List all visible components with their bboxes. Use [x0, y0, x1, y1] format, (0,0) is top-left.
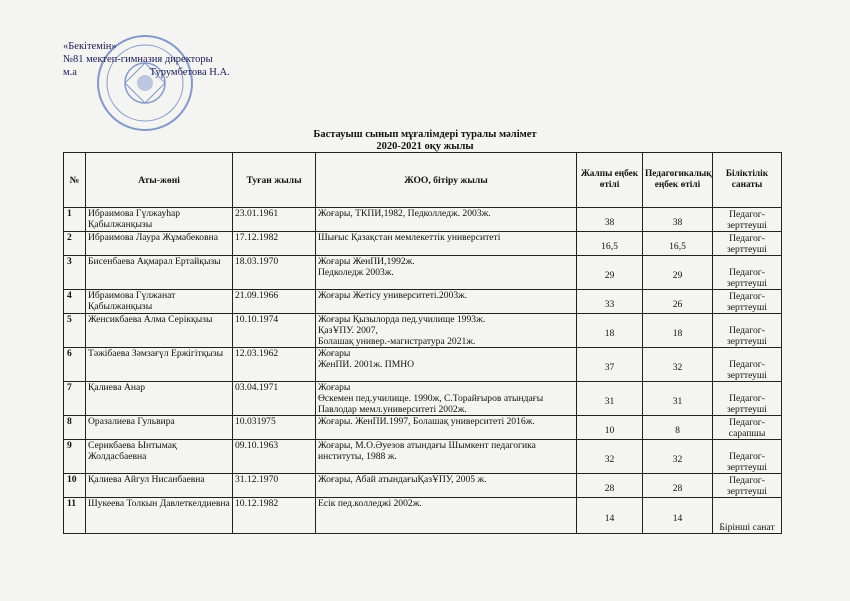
cell-num: 3	[64, 256, 86, 290]
cell-ped-experience: 8	[643, 416, 713, 440]
cell-birth: 10.031975	[233, 416, 316, 440]
cell-education	[316, 416, 577, 440]
cell-birth: 10.12.1982	[233, 498, 316, 534]
cell-total-experience: 29	[577, 256, 643, 290]
cell-category: Педагог-зерттеуші	[713, 440, 782, 474]
cell-birth: 03.04.1971	[233, 382, 316, 416]
table-row	[64, 208, 782, 232]
cell-category: Педагог-зерттеуші	[713, 208, 782, 232]
cell-education	[316, 474, 577, 498]
cell-birth: 12.03.1962	[233, 348, 316, 382]
cell-category: Педагог-зерттеуші	[713, 348, 782, 382]
education-line: ҚазҰПУ. 2007,	[318, 325, 378, 336]
cell-total-experience: 10	[577, 416, 643, 440]
table-row	[64, 232, 782, 256]
header-total-experience: Жалпы еңбек өтілі	[577, 153, 643, 208]
approval-position: №81 мектеп-гимназия директоры	[63, 54, 213, 65]
cell-num: 6	[64, 348, 86, 382]
header-ped-experience: Педагогикалық еңбек өтілі	[643, 153, 713, 208]
table-row	[64, 256, 782, 290]
cell-ped-experience: 38	[643, 208, 713, 232]
table-row	[64, 314, 782, 348]
cell-total-experience: 18	[577, 314, 643, 348]
cell-birth: 10.10.1974	[233, 314, 316, 348]
cell-total-experience: 16,5	[577, 232, 643, 256]
cell-birth: 09.10.1963	[233, 440, 316, 474]
cell-total-experience: 31	[577, 382, 643, 416]
cell-birth: 23.01.1961	[233, 208, 316, 232]
cell-ped-experience: 32	[643, 348, 713, 382]
cell-birth: 21.09.1966	[233, 290, 316, 314]
cell-num: 9	[64, 440, 86, 474]
title-line-1: Бастауыш сынып мұғалімдері туралы мәлімет	[313, 129, 537, 140]
cell-category: Бірінші санат	[713, 498, 782, 534]
education-line: Жоғары Жетісу университеті.2003ж.	[318, 290, 468, 301]
cell-total-experience: 28	[577, 474, 643, 498]
cell-num: 10	[64, 474, 86, 498]
education-line: Жоғары	[318, 382, 351, 393]
cell-num: 4	[64, 290, 86, 314]
cell-category: Педагог-зерттеуші	[713, 474, 782, 498]
cell-ped-experience: 26	[643, 290, 713, 314]
approval-prefix: м.а	[63, 67, 77, 78]
cell-ped-experience: 18	[643, 314, 713, 348]
table-row	[64, 440, 782, 474]
cell-name: Тәжібаева Зәмзағүл Ержігітқызы	[86, 348, 233, 382]
header-num: №	[64, 153, 86, 208]
cell-birth: 31.12.1970	[233, 474, 316, 498]
cell-num: 2	[64, 232, 86, 256]
education-line: Өскемен пед.училище. 1990ж, С.Торайғыров атындағы Павлодар мемл.университеті 2002ж.	[318, 393, 544, 415]
cell-category: Педагог-зерттеуші	[713, 256, 782, 290]
cell-total-experience: 33	[577, 290, 643, 314]
approval-block	[63, 40, 230, 79]
cell-birth: 18.03.1970	[233, 256, 316, 290]
cell-name: Шукеева Толкын Давлеткелдиевна	[86, 498, 233, 534]
education-line: Жоғары. ЖенПИ.1997, Болашақ университеті 2016ж.	[318, 416, 535, 427]
cell-name: Ибраимова Гүлжанат Қабылжанқызы	[86, 290, 233, 314]
teachers-table	[63, 152, 782, 534]
education-line: Есік пед.колледжі 2002ж.	[318, 498, 422, 509]
approval-director-name: Турумбетова Н.А.	[149, 67, 230, 78]
cell-name: Ибраимова Лаура Жұмабековна	[86, 232, 233, 256]
header-birth: Туған жылы	[233, 153, 316, 208]
cell-ped-experience: 29	[643, 256, 713, 290]
cell-education	[316, 256, 577, 290]
header-education: ЖОО, бітіру жылы	[316, 153, 577, 208]
table-header-row	[64, 153, 782, 208]
cell-education	[316, 440, 577, 474]
cell-name: Женсикбаева Алма Серікқызы	[86, 314, 233, 348]
cell-num: 5	[64, 314, 86, 348]
cell-total-experience: 37	[577, 348, 643, 382]
page-title	[0, 129, 850, 153]
cell-ped-experience: 28	[643, 474, 713, 498]
cell-ped-experience: 32	[643, 440, 713, 474]
education-line: Жоғары, Абай атындағыҚазҰПУ, 2005 ж.	[318, 474, 487, 485]
education-line: Жоғары Қызылорда пед.училище 1993ж.	[318, 314, 486, 325]
cell-category: Педагог-зерттеуші	[713, 314, 782, 348]
table-row	[64, 348, 782, 382]
cell-education	[316, 498, 577, 534]
cell-name: Ибраимова Гүлжауһар Қабылжанқызы	[86, 208, 233, 232]
cell-name: Қалиева Анар	[86, 382, 233, 416]
education-line: Жоғары	[318, 348, 351, 359]
approval-signer	[63, 66, 230, 79]
cell-education	[316, 348, 577, 382]
cell-education	[316, 208, 577, 232]
table-row	[64, 290, 782, 314]
table-row	[64, 382, 782, 416]
cell-category: Педагог-зерттеуші	[713, 232, 782, 256]
education-line: Шығыс Қазақстан мемлекеттік университеті	[318, 232, 501, 243]
cell-ped-experience: 31	[643, 382, 713, 416]
cell-ped-experience: 16,5	[643, 232, 713, 256]
cell-category: Педагог-зерттеуші	[713, 382, 782, 416]
cell-num: 11	[64, 498, 86, 534]
education-line: Жоғары, М.О.Әуезов атындағы Шымкент педагогика институты, 1988 ж.	[318, 440, 536, 462]
cell-name: Бисенбаева Ақмарал Ертайқызы	[86, 256, 233, 290]
cell-name: Серикбаева Ынтымақ Жолдасбаевна	[86, 440, 233, 474]
education-line: ЖенПИ. 2001ж. ПМНО	[318, 359, 415, 370]
cell-num: 1	[64, 208, 86, 232]
table-row	[64, 498, 782, 534]
cell-education	[316, 314, 577, 348]
cell-education	[316, 382, 577, 416]
cell-num: 8	[64, 416, 86, 440]
approval-heading: «Бекітемін»	[63, 41, 117, 52]
title-year: 2020-2021 оқу жылы	[376, 141, 474, 152]
cell-total-experience: 14	[577, 498, 643, 534]
cell-total-experience: 32	[577, 440, 643, 474]
cell-education	[316, 290, 577, 314]
header-name: Аты-жөні	[86, 153, 233, 208]
cell-name: Қалиева Айгул Нисанбаевна	[86, 474, 233, 498]
cell-education	[316, 232, 577, 256]
table-row	[64, 474, 782, 498]
education-line: Жоғары, ТКПИ,1982, Педколледж. 2003ж.	[318, 208, 491, 219]
cell-birth: 17.12.1982	[233, 232, 316, 256]
cell-name: Оразалиева Гульвира	[86, 416, 233, 440]
education-line: Педколедж 2003ж.	[318, 267, 394, 278]
cell-num: 7	[64, 382, 86, 416]
cell-category: Педагог-зерттеуші	[713, 290, 782, 314]
cell-ped-experience: 14	[643, 498, 713, 534]
cell-total-experience: 38	[577, 208, 643, 232]
table-row	[64, 416, 782, 440]
cell-category: Педагог-сарапшы	[713, 416, 782, 440]
education-line: Болашақ универ.-магистратура 2021ж.	[318, 336, 476, 347]
education-line: Жоғары ЖенПИ,1992ж.	[318, 256, 415, 267]
header-category: Біліктілік санаты	[713, 153, 782, 208]
